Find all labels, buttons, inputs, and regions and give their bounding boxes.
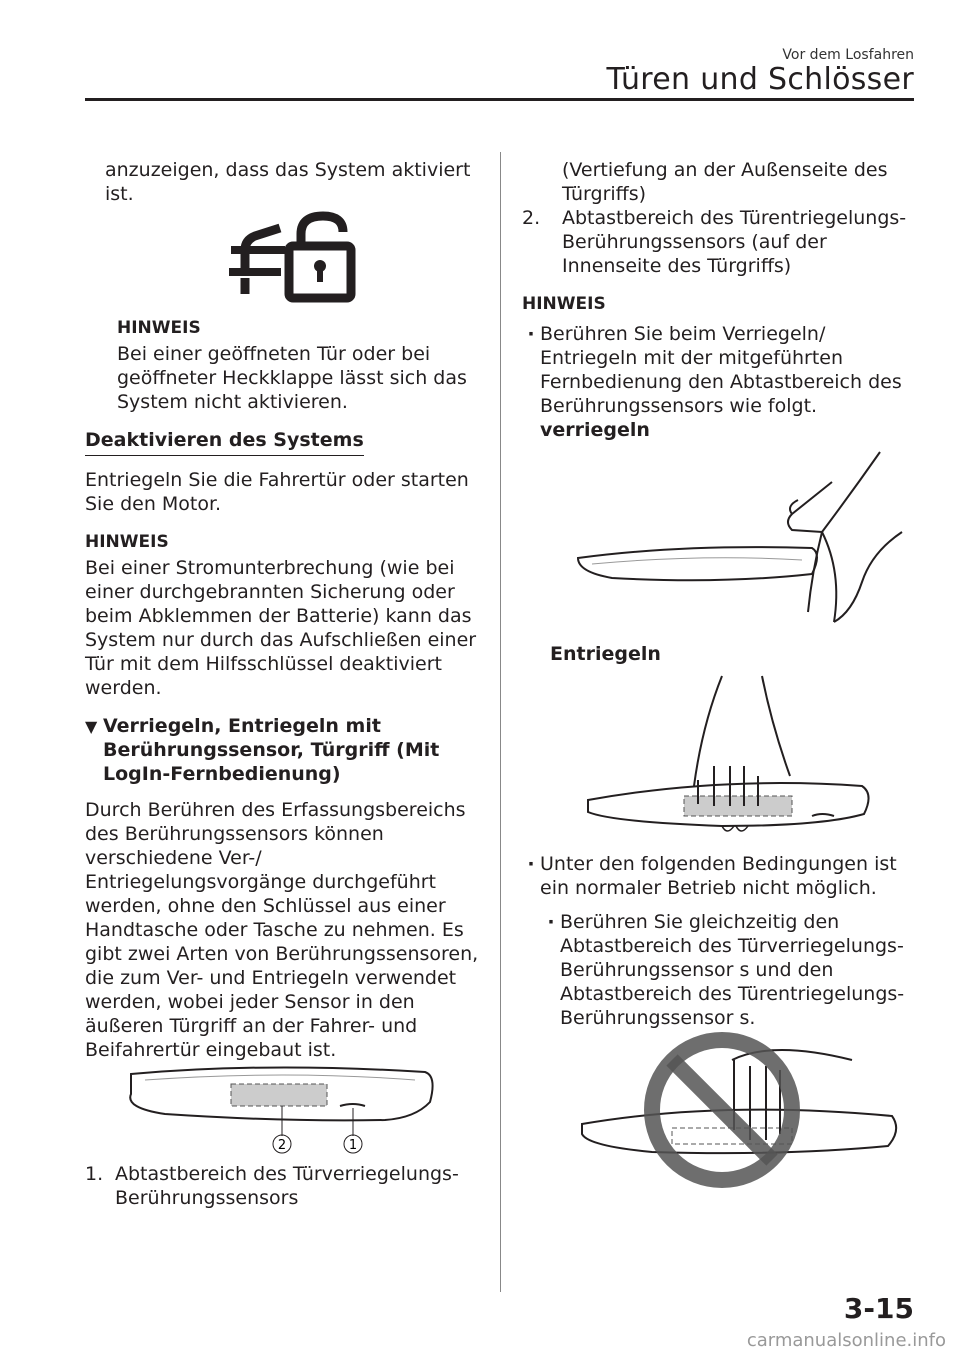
- right-column: [522, 158, 922, 1190]
- bullet-text: Berühren Sie beim Verriegeln/ Entriegeln mit der mitgeführten Fernbedienung den Abtastbereich des Berührungssensors wie folgt.: [540, 323, 902, 417]
- bullet-item: · Unter den folgenden Bedingungen ist ein normaler Betrieb nicht möglich.: [522, 852, 922, 900]
- paragraph: anzuzeigen, dass das System aktiviert ist.: [105, 159, 471, 205]
- door-handle-figure: [85, 1062, 485, 1154]
- header-rule: [85, 98, 914, 101]
- unlock-label: Entriegeln: [550, 643, 661, 665]
- prohibited-gesture-figure: [522, 1030, 922, 1190]
- header-title: Türen und Schlösser: [606, 62, 914, 97]
- list-number: 2.: [522, 207, 541, 229]
- note-label: HINWEIS: [522, 294, 606, 314]
- list-number: 1.: [85, 1163, 104, 1185]
- list-text: Abtastbereich des Türverriegelungs-Berührungssensors: [115, 1163, 459, 1209]
- note-text: Bei einer geöffneten Tür oder bei geöffneter Heckklappe lässt sich das System nicht aktivieren.: [117, 343, 467, 413]
- subhead: Deaktivieren des Systems: [85, 428, 364, 456]
- door-lock-icon: [85, 206, 485, 316]
- list-item: [522, 206, 922, 278]
- note-label: HINWEIS: [117, 318, 201, 338]
- callout-1: 1: [348, 1138, 358, 1153]
- sub-bullet-item: · Berühren Sie gleichzeitig den Abtastbereich des Türverriegelungs-Berührungssensor s und den Abtastbereich des Türentriegelungs-Berührungssensor s.: [542, 910, 922, 1030]
- page-number: 3-15: [843, 1292, 914, 1325]
- unlock-gesture-figure: [522, 666, 922, 846]
- list-text-continued: (Vertiefung an der Außenseite des Türgriffs): [562, 159, 888, 205]
- note-label: HINWEIS: [85, 532, 169, 552]
- section-heading: ▼ Verriegeln, Entriegeln mit Berührungssensor, Türgriff (Mit LogIn-Fernbedienung): [85, 715, 440, 785]
- list-text: Abtastbereich des Türentriegelungs-Berührungssensors (auf der Innenseite des Türgriffs): [562, 207, 907, 277]
- paragraph: Entriegeln Sie die Fahrertür oder starten Sie den Motor.: [85, 469, 469, 515]
- column-divider: [500, 152, 501, 1292]
- watermark: carmanualsonline.info: [746, 1330, 946, 1351]
- triangle-down-icon: ▼: [85, 717, 98, 736]
- note-text: Bei einer Stromunterbrechung (wie bei einer durchgebrannten Sicherung oder beim Abklemmen der Batterie) kann das System nur durch das Aufschließen einer Tür mit dem Hilfsschlüssel deaktiviert werden.: [85, 557, 477, 699]
- lock-gesture-figure: [522, 442, 922, 642]
- lock-label: verriegeln: [540, 419, 650, 441]
- paragraph: Durch Berühren des Erfassungsbereichs des Berührungssensors können verschiedene Ver-/ Entriegelungsvorgänge durchgeführt werden, ohne den Schlüssel aus einer Handtasche oder Tasche zu nehmen. Es gibt zwei Arten von Berührungssensoren, die zum Ver- und Entriegeln verwendet werden, wobei jeder Sensor in den äußeren Türgriff an der Fahrer- und Beifahrertür eingebaut ist.: [85, 799, 479, 1061]
- header-section: Vor dem Losfahren: [782, 47, 914, 63]
- bullet-text: Berühren Sie gleichzeitig den Abtastbereich des Türverriegelungs-Berührungssensor s und den Abtastbereich des Türentriegelungs-Berührungssensor s.: [560, 911, 905, 1029]
- bullet-item: · Berühren Sie beim Verriegeln/ Entriegeln mit der mitgeführten Fernbedienung den Abtastbereich des Berührungssensors wie folgt. verriegeln: [527, 323, 902, 441]
- bullet-text: Unter den folgenden Bedingungen ist ein normaler Betrieb nicht möglich.: [540, 853, 897, 899]
- left-column: [85, 158, 485, 1210]
- list-item: [85, 1162, 485, 1210]
- callout-2: 2: [277, 1138, 287, 1153]
